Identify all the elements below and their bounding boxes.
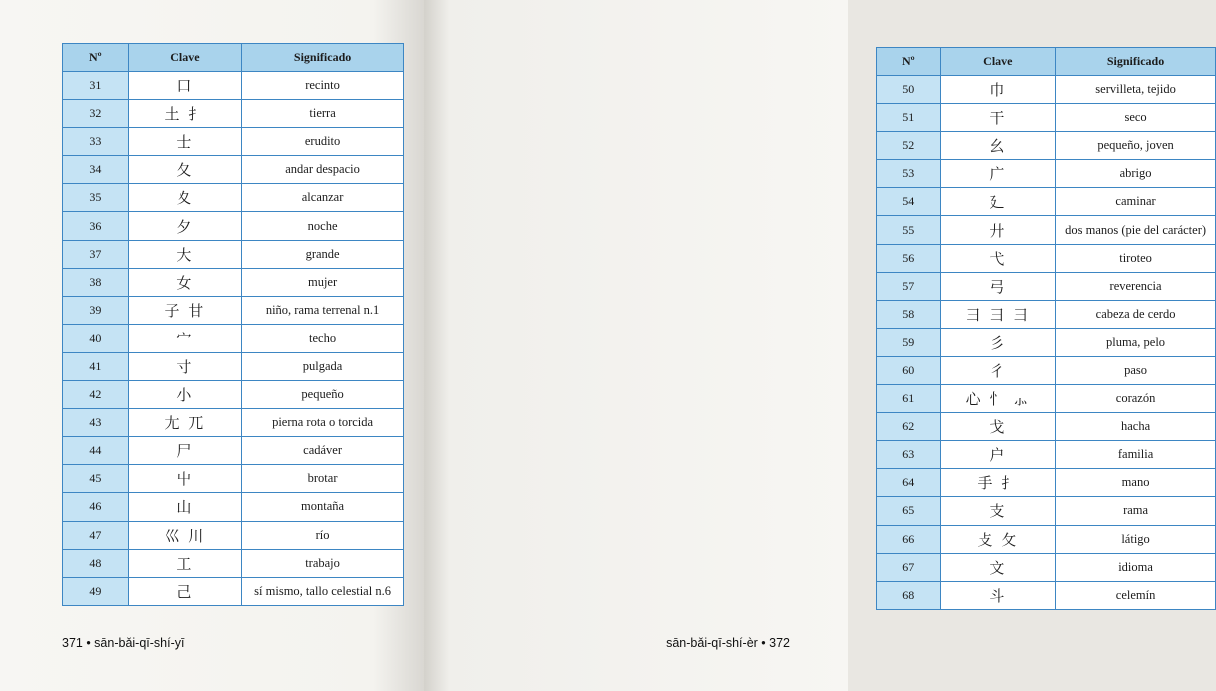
row-meaning: seco <box>1056 104 1216 132</box>
row-meaning: dos manos (pie del carácter) <box>1056 216 1216 244</box>
row-number: 51 <box>877 104 941 132</box>
row-number: 66 <box>877 525 941 553</box>
row-number: 33 <box>63 128 129 156</box>
row-number: 53 <box>877 160 941 188</box>
row-number: 44 <box>63 437 129 465</box>
row-number: 46 <box>63 493 129 521</box>
table-row <box>877 132 1216 160</box>
table-row <box>877 244 1216 272</box>
row-key: 夂 <box>128 156 242 184</box>
row-key: 夕 <box>128 212 242 240</box>
table-header-row <box>877 48 1216 76</box>
row-key: 小 <box>128 381 242 409</box>
row-key: 大 <box>128 240 242 268</box>
header-key: Clave <box>128 44 242 72</box>
row-number: 31 <box>63 72 129 100</box>
table-row <box>877 497 1216 525</box>
row-key: 攴 攵 <box>940 525 1056 553</box>
row-key: 文 <box>940 553 1056 581</box>
row-number: 57 <box>877 272 941 300</box>
table-row <box>63 549 404 577</box>
table-row <box>63 184 404 212</box>
table-row <box>63 324 404 352</box>
row-number: 63 <box>877 441 941 469</box>
row-meaning: pequeño, joven <box>1056 132 1216 160</box>
left-page <box>0 0 424 691</box>
row-key: 工 <box>128 549 242 577</box>
row-key: 手 扌 <box>940 469 1056 497</box>
table-row <box>877 385 1216 413</box>
row-meaning: tiroteo <box>1056 244 1216 272</box>
row-meaning: pierna rota o torcida <box>242 409 404 437</box>
table-row <box>63 128 404 156</box>
row-meaning: niño, rama terrenal n.1 <box>242 296 404 324</box>
row-meaning: río <box>242 521 404 549</box>
row-key: 广 <box>940 160 1056 188</box>
row-meaning: hacha <box>1056 413 1216 441</box>
row-meaning: montaña <box>242 493 404 521</box>
row-meaning: reverencia <box>1056 272 1216 300</box>
row-number: 38 <box>63 268 129 296</box>
row-number: 64 <box>877 469 941 497</box>
radicals-table-right <box>876 47 1216 610</box>
row-number: 55 <box>877 216 941 244</box>
row-number: 68 <box>877 581 941 609</box>
row-key: 户 <box>940 441 1056 469</box>
row-meaning: servilleta, tejido <box>1056 76 1216 104</box>
table-row <box>63 352 404 380</box>
row-meaning: pulgada <box>242 352 404 380</box>
row-key: 戈 <box>940 413 1056 441</box>
row-key: 土 扌 <box>128 100 242 128</box>
row-key: 弓 <box>940 272 1056 300</box>
row-meaning: rama <box>1056 497 1216 525</box>
table-row <box>877 328 1216 356</box>
row-number: 43 <box>63 409 129 437</box>
table-row <box>63 409 404 437</box>
row-key: 士 <box>128 128 242 156</box>
row-meaning: erudito <box>242 128 404 156</box>
row-meaning: cabeza de cerdo <box>1056 300 1216 328</box>
row-number: 61 <box>877 385 941 413</box>
row-number: 36 <box>63 212 129 240</box>
row-number: 65 <box>877 497 941 525</box>
page-footer-right: sān-bǎi-qī-shí-èr • 372 <box>666 636 790 650</box>
table-row <box>877 413 1216 441</box>
row-meaning: pequeño <box>242 381 404 409</box>
row-number: 49 <box>63 577 129 605</box>
table-body-left <box>63 72 404 606</box>
row-number: 58 <box>877 300 941 328</box>
table-row <box>63 240 404 268</box>
row-number: 59 <box>877 328 941 356</box>
header-meaning: Significado <box>1056 48 1216 76</box>
table-row <box>63 296 404 324</box>
row-key: 寸 <box>128 352 242 380</box>
table-row <box>877 300 1216 328</box>
row-meaning: idioma <box>1056 553 1216 581</box>
row-number: 48 <box>63 549 129 577</box>
row-number: 40 <box>63 324 129 352</box>
row-key: 巛 川 <box>128 521 242 549</box>
row-meaning: pluma, pelo <box>1056 328 1216 356</box>
row-meaning: grande <box>242 240 404 268</box>
row-number: 45 <box>63 465 129 493</box>
row-number: 54 <box>877 188 941 216</box>
header-number: Nº <box>877 48 941 76</box>
table-row <box>877 160 1216 188</box>
radicals-table-left <box>62 43 404 606</box>
row-key: 尸 <box>128 437 242 465</box>
table-row <box>877 188 1216 216</box>
row-number: 67 <box>877 553 941 581</box>
row-number: 39 <box>63 296 129 324</box>
table-row <box>63 268 404 296</box>
table-row <box>63 577 404 605</box>
table-row <box>877 553 1216 581</box>
table-header-row <box>63 44 404 72</box>
table-row <box>63 156 404 184</box>
row-meaning: trabajo <box>242 549 404 577</box>
header-number: Nº <box>63 44 129 72</box>
table-row <box>877 525 1216 553</box>
row-meaning: mujer <box>242 268 404 296</box>
row-meaning: sí mismo, tallo celestial n.6 <box>242 577 404 605</box>
right-page <box>424 0 1207 691</box>
row-key: 彐 彐 ⺕ <box>940 300 1056 328</box>
row-key: 宀 <box>128 324 242 352</box>
row-number: 56 <box>877 244 941 272</box>
row-meaning: corazón <box>1056 385 1216 413</box>
row-key: 屮 <box>128 465 242 493</box>
row-meaning: recinto <box>242 72 404 100</box>
table-row <box>63 465 404 493</box>
row-key: 弋 <box>940 244 1056 272</box>
row-meaning: paso <box>1056 356 1216 384</box>
row-meaning: alcanzar <box>242 184 404 212</box>
row-key: 廾 <box>940 216 1056 244</box>
table-row <box>877 581 1216 609</box>
row-key: 彡 <box>940 328 1056 356</box>
row-key: 口 <box>128 72 242 100</box>
row-key: 斗 <box>940 581 1056 609</box>
table-row <box>877 216 1216 244</box>
row-meaning: celemín <box>1056 581 1216 609</box>
row-number: 62 <box>877 413 941 441</box>
page-footer-left: 371 • sān-bǎi-qī-shí-yī <box>62 636 185 650</box>
row-meaning: cadáver <box>242 437 404 465</box>
table-row <box>63 521 404 549</box>
row-key: 女 <box>128 268 242 296</box>
row-number: 32 <box>63 100 129 128</box>
row-number: 35 <box>63 184 129 212</box>
row-meaning: mano <box>1056 469 1216 497</box>
row-number: 52 <box>877 132 941 160</box>
row-number: 47 <box>63 521 129 549</box>
row-meaning: familia <box>1056 441 1216 469</box>
row-key: 彳 <box>940 356 1056 384</box>
row-key: 夊 <box>128 184 242 212</box>
row-number: 60 <box>877 356 941 384</box>
table-row <box>63 493 404 521</box>
row-meaning: caminar <box>1056 188 1216 216</box>
row-meaning: abrigo <box>1056 160 1216 188</box>
header-key: Clave <box>940 48 1056 76</box>
row-number: 41 <box>63 352 129 380</box>
row-key: 巾 <box>940 76 1056 104</box>
table-row <box>63 437 404 465</box>
row-number: 37 <box>63 240 129 268</box>
table-row <box>877 441 1216 469</box>
table-body-right <box>877 76 1216 610</box>
row-key: 心 忄 ⺗ <box>940 385 1056 413</box>
row-key: 山 <box>128 493 242 521</box>
table-row <box>63 212 404 240</box>
table-row <box>63 100 404 128</box>
row-number: 50 <box>877 76 941 104</box>
row-meaning: brotar <box>242 465 404 493</box>
row-key: 支 <box>940 497 1056 525</box>
table-row <box>63 72 404 100</box>
header-meaning: Significado <box>242 44 404 72</box>
row-number: 34 <box>63 156 129 184</box>
table-row <box>877 104 1216 132</box>
table-row <box>877 356 1216 384</box>
row-key: 幺 <box>940 132 1056 160</box>
row-meaning: techo <box>242 324 404 352</box>
row-key: 己 <box>128 577 242 605</box>
row-key: 子 甘 <box>128 296 242 324</box>
table-row <box>877 272 1216 300</box>
row-meaning: tierra <box>242 100 404 128</box>
table-row <box>63 381 404 409</box>
row-number: 42 <box>63 381 129 409</box>
table-row <box>877 76 1216 104</box>
row-key: 干 <box>940 104 1056 132</box>
row-meaning: noche <box>242 212 404 240</box>
row-meaning: andar despacio <box>242 156 404 184</box>
table-row <box>877 469 1216 497</box>
row-key: 廴 <box>940 188 1056 216</box>
row-meaning: látigo <box>1056 525 1216 553</box>
row-key: 尢 兀 <box>128 409 242 437</box>
